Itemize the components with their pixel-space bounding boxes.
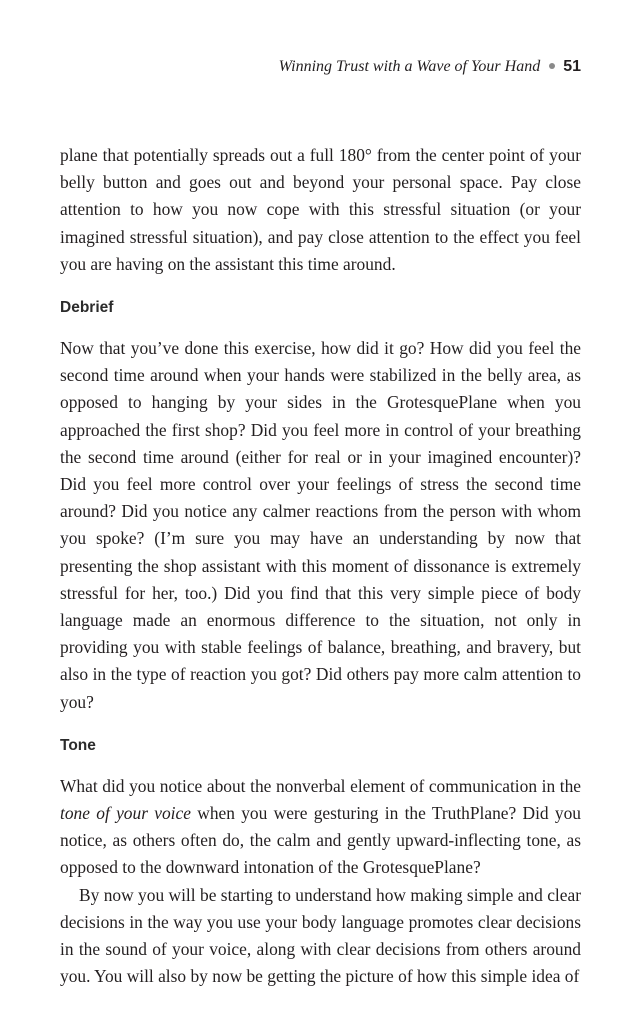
bullet-separator-icon: [549, 63, 555, 69]
running-header: [279, 56, 581, 78]
section-heading-tone: Tone: [60, 736, 96, 754]
paragraph-tone-start: What did you notice about the nonverbal element of communication in the: [60, 775, 581, 796]
body-text: [60, 142, 581, 990]
spacer: [60, 756, 581, 773]
page-number: 51: [563, 58, 581, 75]
paragraph-debrief: Now that you’ve done this exercise, how did it go? How did you feel the second time around when your hands were stabilized in the belly area, as opposed to hanging by your sides in the GrotesquePlane when you approached the first shop? Did you feel more in control of your breathing the second time around (either for real or in your imagined encounter)? Did you feel more control over your feelings of stress the second time around? Did you notice any calmer reactions from the person with whom you spoke? (I’m sure you may have an understanding by now that presenting the shop assistant with this moment of dissonance is extremely stressful for her, too.) Did you find that this very simple piece of body language made an enormous difference to the situation, not only in providing you with stable feelings of balance, breathing, and bravery, but also in the type of reaction you got? Did others pay more calm attention to you?: [60, 338, 581, 712]
spacer: [60, 716, 581, 736]
spacer: [60, 278, 581, 298]
spacer: [60, 318, 581, 335]
paragraph-tone-emphasis: tone of your voice: [60, 803, 191, 824]
paragraph-indented: By now you will be starting to understand how making simple and clear decisions in the way you use your body language promotes clear decisions in the sound of your voice, along with clear decisions from others around you. You will also by now be getting the picture of how this simple idea of: [60, 884, 581, 987]
paragraph-tone: [60, 773, 581, 882]
section-heading-debrief: Debrief: [60, 299, 114, 317]
book-page: [60, 0, 581, 1024]
running-title: Winning Trust with a Wave of Your Hand: [278, 58, 541, 75]
paragraph-continuation: plane that potentially spreads out a full 180° from the center point of your belly button and goes out and beyond your personal space. Pay close attention to how you now cope with this stressful situation (or your imagined stressful situation), and pay close attention to the effect you feel you are having on the assistant this time around.: [60, 145, 581, 274]
paragraph-tone-end: when you were gesturing in the TruthPlane? Did you notice, as others often do, the calm and gently upward-inflecting tone, as opposed to the downward intonation of the GrotesquePlane?: [60, 803, 581, 878]
